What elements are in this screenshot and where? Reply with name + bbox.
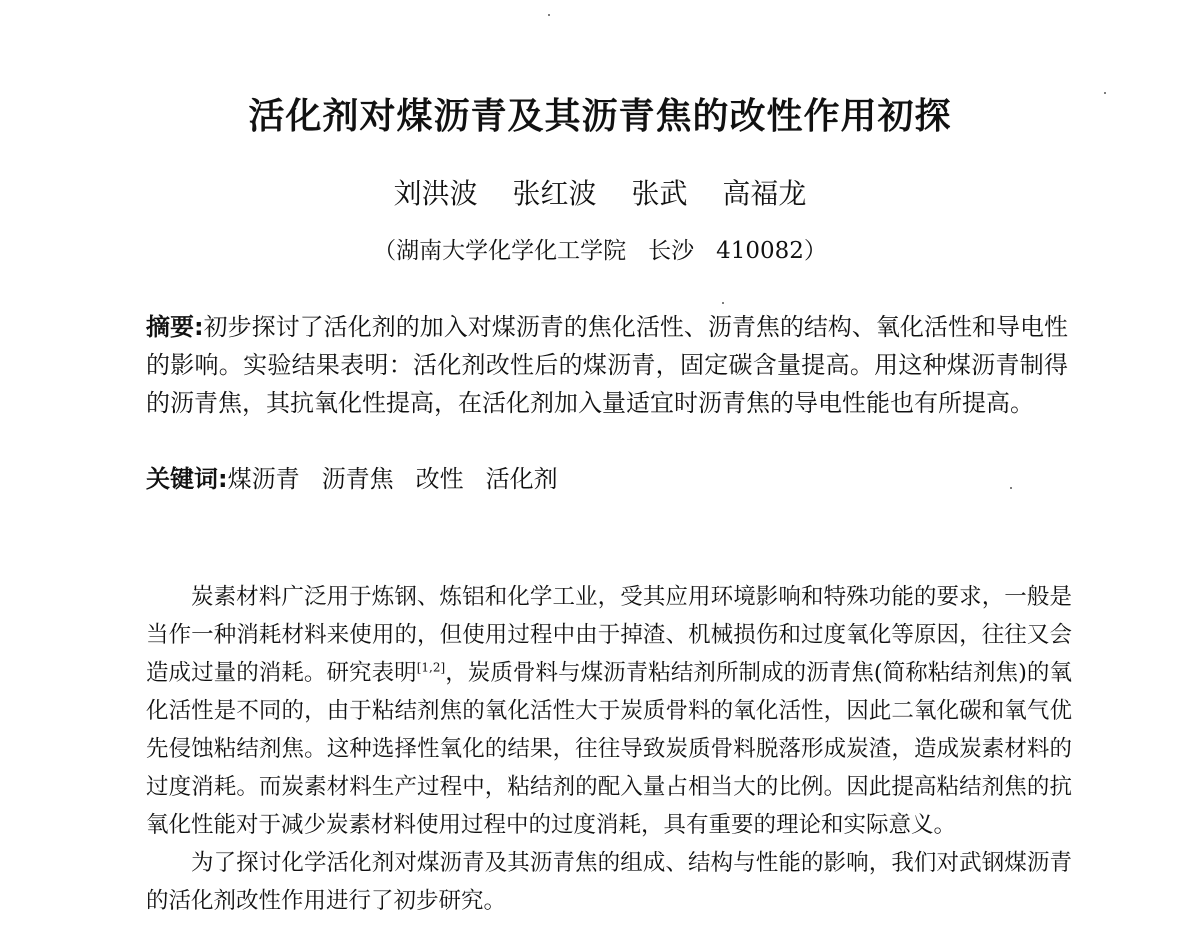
scan-speck [548, 14, 550, 16]
body-paragraph: 为了探讨化学活化剂对煤沥青及其沥青焦的组成、结构与性能的影响，我们对武钢煤沥青的活化剂改性作用进行了初步研究。 [146, 850, 1072, 914]
paragraph-text: 炭素材料广泛用于炼钢、炼铝和化学工业，受其应用环境影响和特殊功能的要求，一般是当作一种消耗材料来使用的，但使用过程中由于掉渣、机械损伤和过度氧化等原因，往往又会造成过量的消耗。研究表明 [146, 584, 1072, 686]
body-paragraph [146, 578, 1072, 844]
keyword: 改性 [415, 465, 464, 493]
scan-speck [722, 302, 724, 304]
affiliation-institution: 湖南大学化学化工学院 [396, 238, 627, 264]
citation-reference: [1,2] [416, 660, 446, 675]
keyword: 沥青焦 [321, 465, 394, 493]
affiliation-postcode: 410082 [716, 238, 804, 264]
author-list [0, 172, 1200, 212]
keywords [146, 460, 1068, 498]
body-text [146, 578, 1072, 920]
keyword: 煤沥青 [227, 465, 300, 493]
affiliation [0, 232, 1200, 265]
paragraph-text: ，炭质骨料与煤沥青粘结剂所制成的沥青焦(简称粘结剂焦)的氧化活性是不同的，由于粘结剂焦的氧化活性大于炭质骨料的氧化活性，因此二氧化碳和氧气优先侵蚀粘结剂焦。这种选择性氧化的结果，往往导致炭质骨料脱落形成炭渣，造成炭素材料的过度消耗。而炭素材料生产过程中，粘结剂的配入量占相当大的比例。因此提高粘结剂焦的抗氧化性能对于减少炭素材料使用过程中的过度消耗，具有重要的理论和实际意义。 [146, 660, 1072, 838]
author-name: 张武 [631, 177, 688, 210]
author-name: 张红波 [512, 177, 597, 210]
scan-speck [1104, 92, 1106, 94]
affiliation-open-paren: （ [373, 238, 397, 264]
abstract [146, 308, 1068, 422]
scan-speck [1010, 487, 1012, 489]
paper-title: 活化剂对煤沥青及其沥青焦的改性作用初探 [248, 96, 952, 137]
affiliation-close-paren: ） [803, 238, 827, 264]
author-name: 高福龙 [722, 177, 807, 210]
keywords-label: 关键词: [146, 465, 228, 493]
keyword: 活化剂 [485, 465, 558, 493]
abstract-text: 初步探讨了活化剂的加入对煤沥青的焦化活性、沥青焦的结构、氧化活性和导电性的影响。实验结果表明：活化剂改性后的煤沥青，固定碳含量提高。用这种煤沥青制得的沥青焦，其抗氧化性提高，在活化剂加入量适宜时沥青焦的导电性能也有所提高。 [146, 313, 1068, 417]
author-name: 刘洪波 [393, 177, 478, 210]
abstract-label: 摘要: [146, 313, 204, 341]
affiliation-city: 长沙 [648, 238, 695, 264]
